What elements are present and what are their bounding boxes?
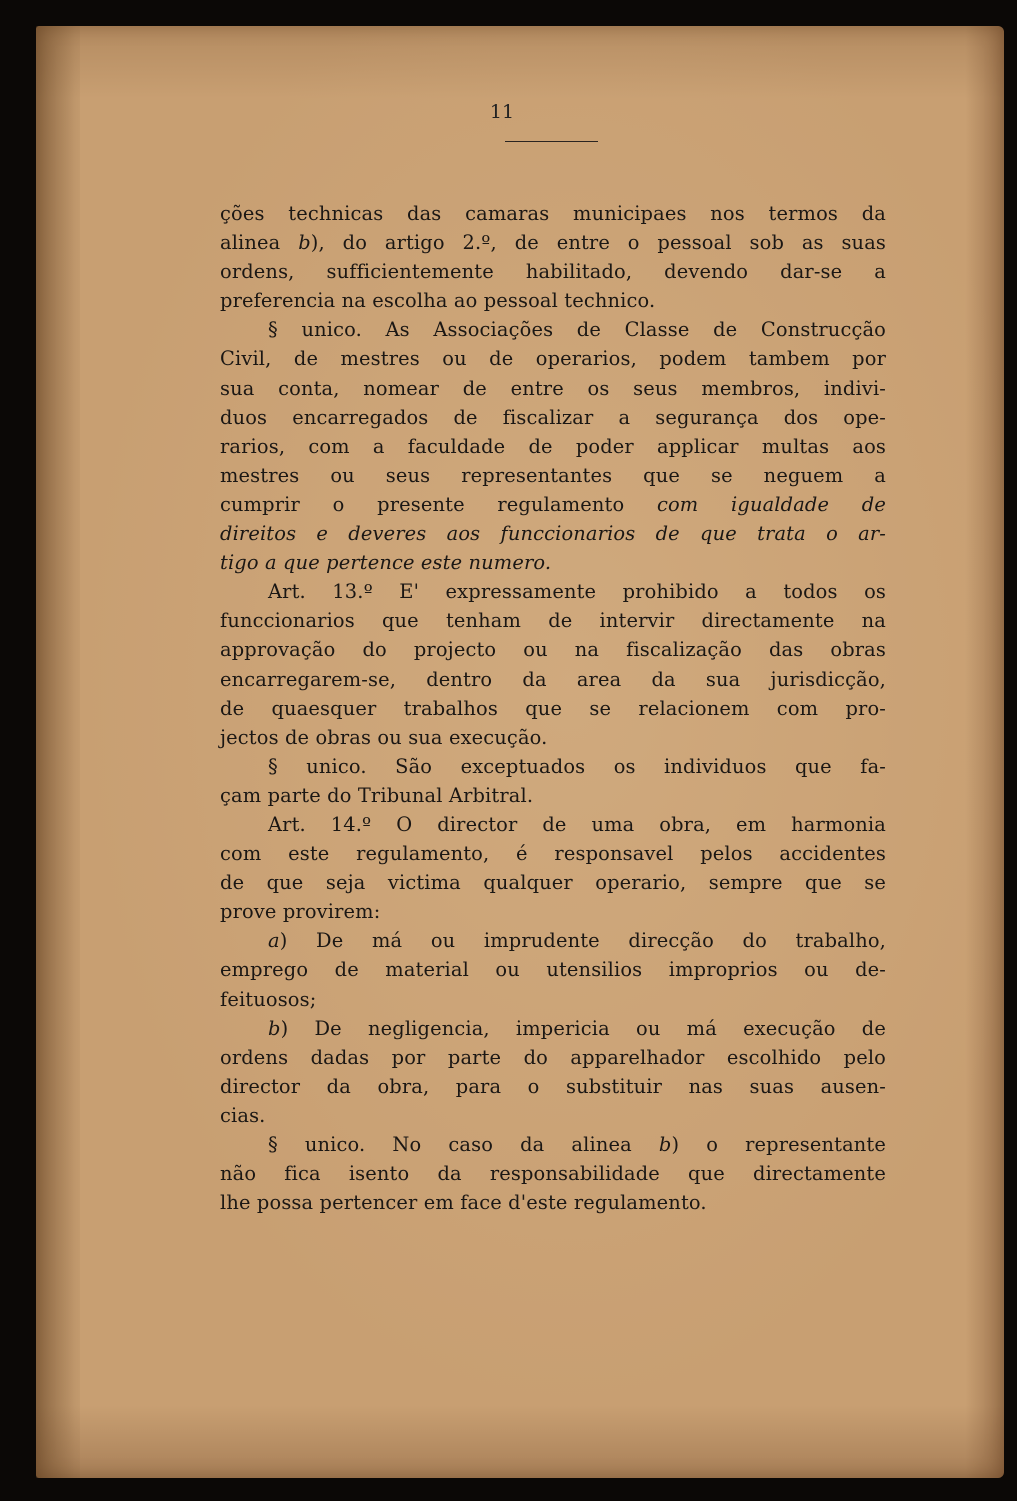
text-line: § unico. No caso da alinea b) o representante — [268, 1133, 887, 1156]
text-line: sua conta, nomear de entre os seus membros, indivi- — [220, 376, 886, 400]
text-line: cumprir o presente regulamento com igualdade de — [220, 492, 886, 516]
text-line: ordens, sufficientemente habilitado, devendo dar-se a — [220, 260, 886, 284]
text-line: funccionarios que tenham de intervir directamente na — [220, 609, 886, 633]
text-line: cias. — [220, 1103, 266, 1127]
text-line: emprego de material ou utensilios improprios ou de- — [220, 958, 886, 982]
text-line: tigo a que pertence este numero. — [220, 551, 552, 575]
page-number: 11 — [489, 101, 515, 123]
text-line: mestres ou seus representantes que se neguem a — [220, 463, 886, 487]
text-line: ordens dadas por parte do apparelhador escolhido pelo — [220, 1045, 886, 1069]
body-text — [220, 199, 886, 1217]
text-line: jectos de obras ou sua execução. — [220, 725, 548, 749]
text-line: com este regulamento, é responsavel pelos accidentes — [220, 842, 886, 866]
text-line: Art. 14.º O director de uma obra, em harmonia — [268, 812, 886, 836]
text-line: feituosos; — [220, 987, 317, 1011]
text-line: b) De negligencia, impericia ou má execução de — [268, 1016, 886, 1040]
text-line: § unico. As Associações de Classe de Construcção — [268, 318, 886, 342]
text-line: preferencia na escolha ao pessoal technico. — [220, 289, 656, 313]
page-number-rule — [505, 141, 598, 142]
text-line: rarios, com a faculdade de poder applicar multas aos — [220, 434, 886, 458]
text-line: çam parte do Tribunal Arbitral. — [220, 783, 534, 807]
text-line: direitos e deveres aos funccionarios de que trata o ar- — [220, 522, 886, 546]
text-line: não fica isento da responsabilidade que directamente — [220, 1162, 886, 1186]
text-line: § unico. São exceptuados os individuos que fa- — [268, 754, 886, 778]
text-line: de quaesquer trabalhos que se relacionem com pro- — [220, 696, 886, 720]
text-line: director da obra, para o substituir nas suas ausen- — [220, 1074, 886, 1098]
text-line: a) De má ou imprudente direcção do trabalho, — [268, 929, 886, 953]
text-line: Civil, de mestres ou de operarios, podem tambem por — [220, 347, 886, 371]
text-line: de que seja victima qualquer operario, sempre que se — [220, 871, 886, 895]
text-line: Art. 13.º E' expressamente prohibido a todos os — [268, 580, 886, 604]
text-line: approvação do projecto ou na fiscalização das obras — [220, 638, 886, 662]
page-gutter-shadow — [36, 26, 80, 1478]
text-line: prove provirem: — [220, 900, 381, 924]
text-line: ções technicas das camaras municipaes nos termos da — [220, 202, 886, 225]
text-line: duos encarregados de fiscalizar a segurança dos ope- — [220, 405, 886, 429]
text-line: encarregarem-se, dentro da area da sua jurisdicção, — [220, 667, 886, 691]
text-line: alinea b), do artigo 2.º, de entre o pessoal sob as suas — [220, 231, 887, 255]
text-line: lhe possa pertencer em face d'este regulamento. — [220, 1191, 707, 1215]
